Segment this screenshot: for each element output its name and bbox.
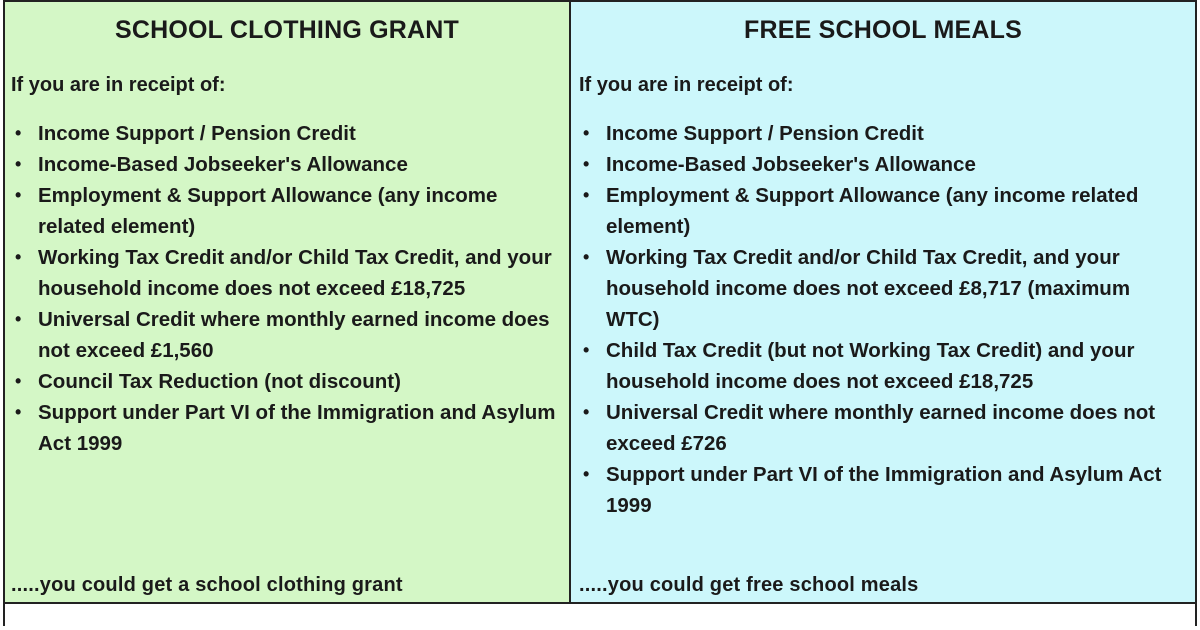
bullet-icon: • xyxy=(15,247,22,267)
bullet-icon: • xyxy=(583,247,590,267)
bullet-icon: • xyxy=(583,185,590,205)
list-item-text: Income-Based Jobseeker's Allowance xyxy=(38,153,408,176)
list-item xyxy=(11,304,561,366)
bullet-icon: • xyxy=(15,309,22,329)
list-item-text: Child Tax Credit (but not Working Tax Credit) and your household income does not exceed £18,725 xyxy=(606,339,1135,393)
bullet-icon: • xyxy=(583,464,590,484)
list-item xyxy=(579,397,1187,459)
bullet-icon: • xyxy=(15,123,22,143)
list-item-text: Income-Based Jobseeker's Allowance xyxy=(606,153,976,176)
list-item xyxy=(579,149,1187,180)
bullet-icon: • xyxy=(15,185,22,205)
list-item-text: Income Support / Pension Credit xyxy=(606,122,924,145)
bullet-icon: • xyxy=(583,154,590,174)
intro-text: If you are in receipt of: xyxy=(11,74,226,96)
list-item xyxy=(11,118,561,149)
list-item-text: Universal Credit where monthly earned income does not exceed £726 xyxy=(606,401,1156,455)
intro-text: If you are in receipt of: xyxy=(579,74,794,96)
list-item xyxy=(11,242,561,304)
column-heading: FREE SCHOOL MEALS xyxy=(744,16,1022,44)
list-item xyxy=(579,335,1187,397)
list-item-text: Support under Part VI of the Immigration and Asylum Act 1999 xyxy=(38,401,556,455)
list-item-text: Universal Credit where monthly earned income does not exceed £1,560 xyxy=(38,308,550,362)
bullet-icon: • xyxy=(15,371,22,391)
list-item-text: Income Support / Pension Credit xyxy=(38,122,356,145)
column-footer: .....you could get a school clothing grant xyxy=(11,574,403,596)
list-item-text: Employment & Support Allowance (any income related element) xyxy=(606,184,1139,238)
list-item xyxy=(579,459,1187,521)
column-heading: SCHOOL CLOTHING GRANT xyxy=(114,16,459,44)
bullet-icon: • xyxy=(583,340,590,360)
list-item xyxy=(579,180,1187,242)
list-item-text: Employment & Support Allowance (any income related element) xyxy=(38,184,498,238)
bullet-icon: • xyxy=(583,402,590,422)
list-item xyxy=(11,397,561,459)
school-clothing-grant-column xyxy=(5,2,571,602)
list-item-text: Council Tax Reduction (not discount) xyxy=(38,370,401,393)
list-item-text: Working Tax Credit and/or Child Tax Credit, and your household income does not exceed £18,725 xyxy=(38,246,552,300)
bullet-icon: • xyxy=(583,123,590,143)
bullet-icon: • xyxy=(15,154,22,174)
eligibility-list xyxy=(11,118,561,459)
eligibility-list xyxy=(579,118,1187,521)
free-school-meals-column xyxy=(571,2,1195,602)
eligibility-table xyxy=(3,0,1197,626)
list-item xyxy=(11,149,561,180)
empty-table-row xyxy=(5,602,1195,626)
list-item-text: Working Tax Credit and/or Child Tax Credit, and your household income does not exceed £8,717 (maximum WTC) xyxy=(606,246,1131,331)
column-footer: .....you could get free school meals xyxy=(579,574,919,596)
list-item xyxy=(11,180,561,242)
list-item xyxy=(579,242,1187,335)
list-item xyxy=(579,118,1187,149)
list-item xyxy=(11,366,561,397)
bullet-icon: • xyxy=(15,402,22,422)
list-item-text: Support under Part VI of the Immigration and Asylum Act 1999 xyxy=(606,463,1162,517)
